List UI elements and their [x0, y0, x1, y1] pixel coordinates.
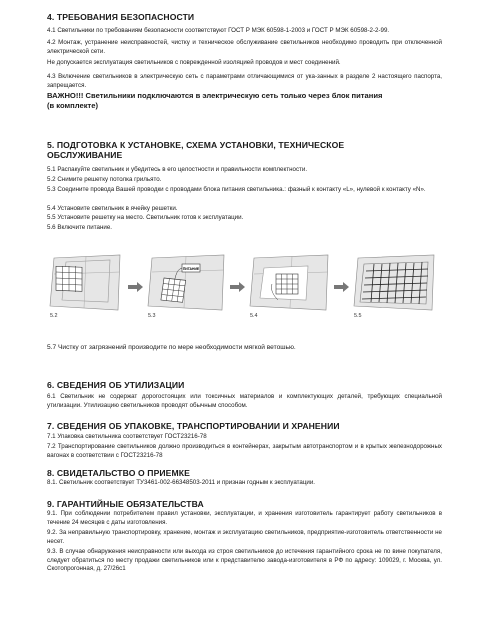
- s4-p4: 4.3 Включение светильников в электрическую сеть с параметрами отличающимися от ука-занных в разделе 2 настоящего паспорта, запрещается.: [47, 73, 442, 89]
- figure-5-2: [46, 254, 124, 312]
- figure-5-4: [248, 254, 330, 312]
- s4-warning-line1: ВАЖНО!!! Светильники подключаются в электрическую сеть только через блок питания: [47, 91, 383, 100]
- s4-p3: Не допускается эксплуатация светильников с поврежденной изоляцией проводов и мест соединений.: [47, 59, 341, 66]
- s4-p1: 4.1 Светильники по требованиям безопасности соответствуют ГОСТ Р МЭК 60598-1-2003 и ГОСТ Р МЭК 60598-2-2-99.: [47, 27, 390, 34]
- s5-p2: 5.2 Снимите решетку потолка грильято.: [47, 176, 162, 183]
- section-5-title-line1: 5. ПОДГОТОВКА К УСТАНОВКЕ, СХЕМА УСТАНОВКИ, ТЕХНИЧЕСКОЕ: [47, 140, 345, 150]
- section-8-title: 8. СВИДЕТАЛЬСТВО О ПРИЕМКЕ: [47, 468, 190, 478]
- section-6-title: 6. СВЕДЕНИЯ ОБ УТИЛИЗАЦИИ: [47, 380, 185, 390]
- figure-5-3: [146, 254, 226, 312]
- s5-p6: 5.6 Включите питание.: [47, 224, 112, 231]
- s7-p1: 7.1 Упаковка светильника соответствует ГОСТ23216-78: [47, 433, 207, 440]
- s5-p7: 5.7 Чистку от загрязнений производите по мере необходимости мягкой ветошью.: [47, 344, 296, 351]
- figure-5-5: [352, 254, 436, 312]
- figure-caption-5-2: 5.2: [50, 313, 58, 319]
- figure-caption-5-3: 5.3: [148, 313, 156, 319]
- section-4-title: 4. ТРЕБОВАНИЯ БЕЗОПАСНОСТИ: [47, 12, 195, 22]
- power-supply-label: ПИТАНИЕ: [182, 267, 200, 271]
- s5-p4: 5.4 Установите светильник в ячейку решетки.: [47, 205, 178, 212]
- s4-warning-line2: (в комплекте): [47, 101, 98, 110]
- s7-p2: 7.2 Транспортирование светильников должно производиться в контейнерах, закрытым автотранспортом и в крытых железнодорожных вагонах в соответствии с ГОСТ23216-78: [47, 443, 442, 459]
- s5-p3: 5.3 Соедините провода Вашей проводки с проводами блока питания светильника.: фазный к контакту «L», нулевой к контакту «N».: [47, 186, 426, 193]
- arrow-icon-1: [128, 282, 144, 292]
- section-9-title: 9. ГАРАНТИЙНЫЕ ОБЯЗАТЕЛЬСТВА: [47, 499, 204, 509]
- figure-caption-5-4: 5.4: [250, 313, 258, 319]
- arrow-icon-3: [334, 282, 350, 292]
- s5-p1: 5.1 Распакуйте светильник и убедитесь в его целостности и правильности комплектности.: [47, 166, 308, 173]
- s9-p2: 9.2. За неправильную транспортировку, хранение, монтаж и эксплуатацию светильников, предприятие-изготовитель ответственности не несет.: [47, 529, 442, 545]
- s4-p2: 4.2 Монтаж, устранение неисправностей, чистку и техническое обслуживание светильников необходимо проводить при отключенной электрической сети.: [47, 39, 442, 55]
- figure-caption-5-5: 5.5: [354, 313, 362, 319]
- s5-p5: 5.5 Установите решетку на место. Светильник готов к эксплуатации.: [47, 214, 244, 221]
- section-7-title: 7. СВЕДЕНИЯ ОБ УПАКОВКЕ, ТРАНСПОРТИРОВАНИИ И ХРАНЕНИИ: [47, 421, 340, 431]
- s8-p1: 8.1. Светильник соответствует ТУ3461-002-66348503-2011 и признан годным к эксплуатации.: [47, 479, 316, 486]
- arrow-icon-2: [230, 282, 246, 292]
- section-5-title-line2: ОБСЛУЖИВАНИЕ: [47, 150, 123, 160]
- s6-p1: 6.1 Светильник не содержат дорогостоящих или токсичных материалов и комплектующих деталей, требующих специальной утилизации. Утилизацию светильников проводят обычным способом.: [47, 393, 442, 409]
- s9-p1: 9.1. При соблюдении потребителем правил установки, эксплуатации, и хранения изготовитель гарантирует работу светильников в течение 24 месяцев с даты изготовления.: [47, 510, 442, 526]
- s9-p3: 9.3. В случае обнаружения неисправности или выхода из строя светильников до истечения гарантийного срока не по вине покупателя, следует обратиться по месту продажи светильников или к представителю завода-изготовителя в РФ по адресу: 109029, г. Москва, ул. Скотопрогонная, д. 27/26с1: [47, 548, 442, 573]
